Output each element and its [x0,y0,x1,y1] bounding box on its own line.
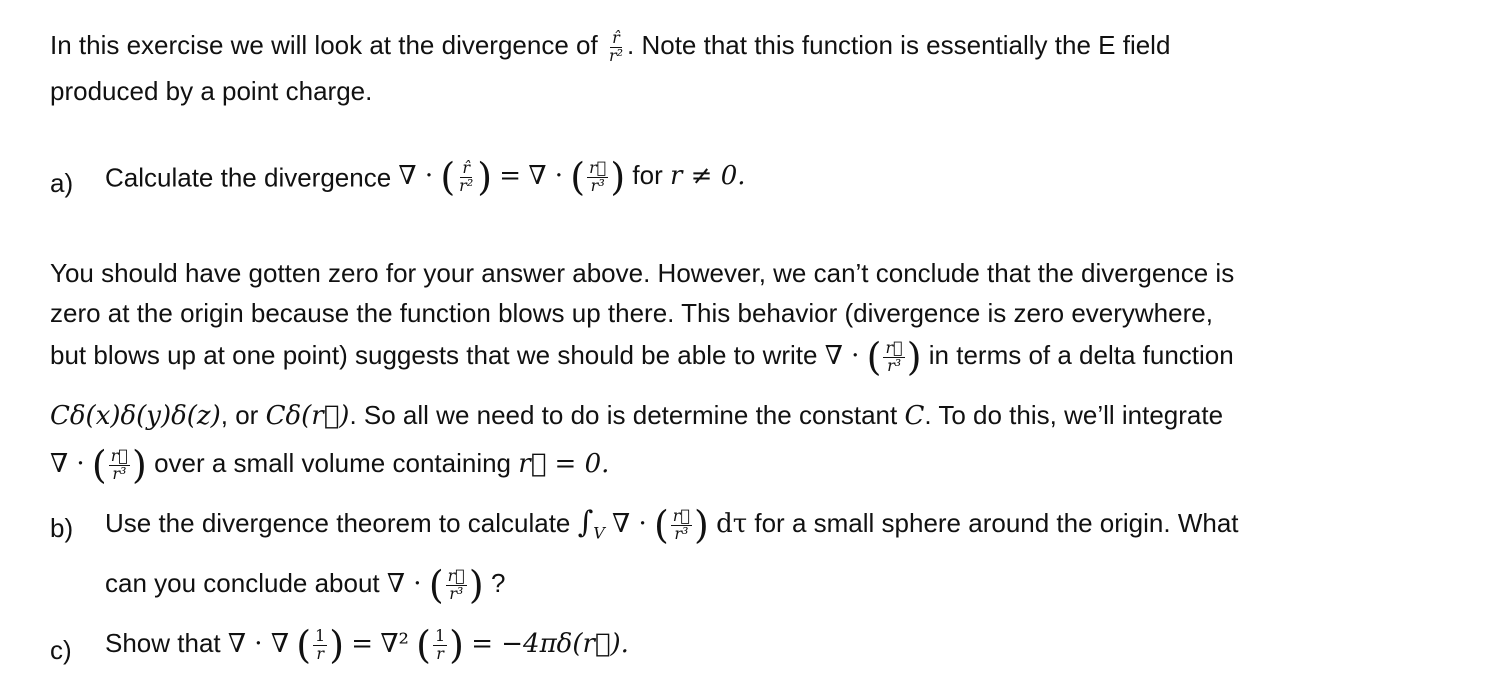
nabla-dot: ∇ · [50,449,85,480]
intro-text-2: . Note that this function is essentially the E field [627,30,1171,61]
part-a-text: Calculate the divergence [105,162,392,193]
fraction-denominator: r³ [674,523,689,543]
paragraph-text: , or [220,400,259,430]
paragraph-text: but blows up at one point) suggests that we should be able to write [50,340,818,371]
fraction-rvec-over-r3 [883,340,904,375]
fraction-one-over-r [313,628,327,663]
fraction-numerator: r⃗ [589,158,607,177]
fraction-numerator: r⃗ [885,338,903,357]
fraction-numerator: r⃗ [110,446,128,465]
fraction-rvec-over-r3 [671,508,692,543]
fraction-rhat-over-r2 [607,30,625,65]
paragraph-text: in terms of a delta function [928,340,1234,371]
part-b-text: can you conclude about [105,568,380,599]
fraction-numerator: 1 [434,626,446,645]
part-b-label: b) [50,513,74,543]
fraction-denominator: r³ [887,355,902,375]
constant-c: C [904,401,925,431]
part-b-text: for a small sphere around the origin. What [754,508,1239,539]
fraction-denominator: r [436,643,444,663]
fraction-rvec-over-r3 [109,448,130,483]
intro-text-1: In this exercise we will look at the divergence of [50,30,598,61]
intro-line-2: produced by a point charge. [50,76,373,106]
part-c-line: Show that ∇ · ∇ ( $\frac{1}{r}$ ) = ∇² ( $\frac{1}{r}$ ) = −4πδ(r⃗). [105,623,629,668]
fraction-denominator: r³ [449,583,464,603]
delta-product: Cδ(x)δ(y)δ(z) [50,401,221,431]
laplacian: ∇² [380,629,409,660]
origin-condition: r⃗ = 0. [518,449,610,480]
part-a-line: Calculate the divergence ∇ · ( $\frac{r̂}{\text{r²}}$ ) = ∇ · ( $\frac{r⃗}{\text{r³}}$ ) for r ≠ 0. [105,155,746,200]
nabla-dot: ∇ · [398,161,434,192]
part-b-line-1: Use the divergence theorem to calculate $\int_V$ ∇ · ( $\frac{r⃗}{\text{r³}}$ ) dτ for a small sphere around the origin. What [105,503,1239,548]
paragraph-line-3: but blows up at one point) suggests that we should be able to write ∇ · ( $\frac{r⃗}{\text{r³}}$ ) in terms of a delta function [50,335,1234,380]
nabla-dot-nabla: ∇ · ∇ [227,629,289,660]
nabla-dot: ∇ · [386,569,422,600]
equals-sign: = [499,161,522,192]
part-b-line-2: can you conclude about ∇ · ( $\frac{r⃗}{\text{r³}}$ ) ? [105,563,506,608]
fraction-denominator: r [316,643,324,663]
fraction-rvec-over-r3 [446,568,467,603]
condition: r ≠ 0. [669,161,746,192]
intro-line-1 [50,30,1170,65]
part-a-label: a) [50,168,74,198]
paragraph-line-1: You should have gotten zero for your answer above. However, we can’t conclude that the divergence is [50,258,1235,288]
fraction-numerator: r⃗ [447,566,465,585]
nabla-dot: ∇ · [612,509,647,540]
fraction-numerator: 1 [315,626,326,645]
part-b-text: Use the divergence theorem to calculate [105,508,571,539]
nabla-dot: ∇ · [528,161,564,192]
delta-vector: Cδ(r⃗) [265,401,350,431]
fraction-rvec-over-r3 [587,160,608,195]
equals-sign: = [351,629,374,660]
paragraph-text: . So all we need to do is determine the constant [349,400,898,430]
fraction-numerator: r̂ [612,28,620,47]
fraction-denominator: r² [459,175,474,195]
fraction-rhat-over-r2 [457,160,475,195]
fraction-denominator: r³ [112,463,127,483]
question-mark: ? [490,568,506,599]
for-text: for [632,160,663,191]
nabla-dot: ∇ · [824,341,860,372]
fraction-numerator: r̂ [462,158,471,177]
result-expression: = −4πδ(r⃗). [471,629,629,660]
integral-sign: ∫ [577,505,594,541]
fraction-denominator: r³ [590,175,605,195]
fraction-one-over-r [433,628,447,663]
paragraph-line-5: ∇ · ( $\frac{r⃗}{\text{r³}}$ ) over a small volume containing r⃗ = 0. [50,443,610,488]
part-c-label: c) [50,635,72,665]
volume-element: dτ [716,509,748,540]
fraction-denominator: r² [608,45,624,65]
fraction-numerator: r⃗ [672,506,691,525]
paragraph-line-4 [50,402,1223,429]
part-c-text: Show that [105,628,221,659]
paragraph-text: over a small volume containing [154,448,512,479]
paragraph-text: . To do this, we’ll integrate [924,400,1224,430]
paragraph-line-2: zero at the origin because the function blows up there. This behavior (divergence is zero everywhere, [50,298,1213,328]
integral-subscript: V [593,523,605,543]
